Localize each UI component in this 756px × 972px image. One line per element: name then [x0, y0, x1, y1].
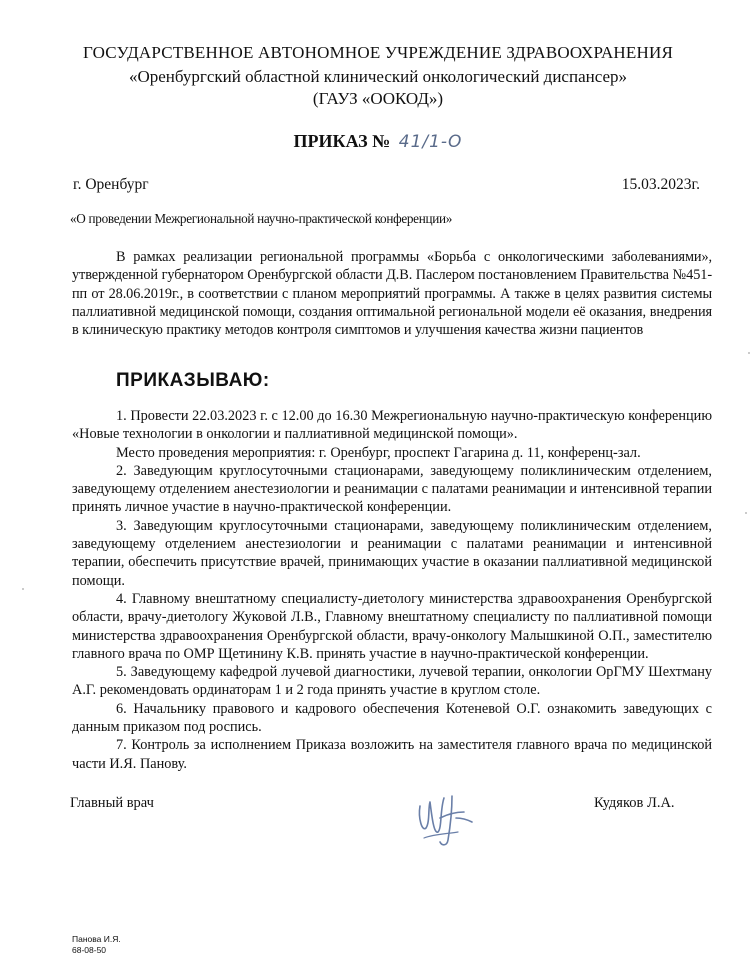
- order-date: 15.03.2023г.: [621, 176, 700, 193]
- order-city: г. Оренбург: [73, 176, 149, 193]
- order-subject: «О проведении Межрегиональной научно-практической конференции»: [70, 211, 453, 226]
- executor-name: Панова И.Я.: [72, 934, 121, 944]
- order-number: 41/1-О: [398, 132, 463, 152]
- order-point: 1. Провести 22.03.2023 г. с 12.00 до 16.30 Межрегиональную научно-практическую конференцию «Новые технологии в онкологии и паллиативной медицинской помощи».: [72, 408, 712, 443]
- scan-speck: [745, 512, 747, 514]
- signer-name: Кудяков Л.А.: [594, 795, 675, 811]
- order-point: 2. Заведующим круглосуточными стационарами, заведующему поликлиническим отделением, заведующему отделением анестезиологии и реанимации с палатами реанимации и интенсивной терапии принять личное участие в научно-практической конференции.: [72, 462, 712, 516]
- order-points-list: [72, 407, 712, 773]
- order-command-heading: ПРИКАЗЫВАЮ:: [116, 370, 270, 391]
- order-point: 6. Начальнику правового и кадрового обеспечения Котеневой О.Г. ознакомить заведующих с данным приказом под роспись.: [72, 700, 712, 736]
- signer-title: Главный врач: [70, 795, 154, 811]
- order-title: ПРИКАЗ №: [293, 131, 391, 151]
- organization-abbreviation: (ГАУЗ «ООКОД»): [312, 89, 444, 108]
- scan-speck: [748, 352, 750, 354]
- handwritten-signature: [412, 788, 478, 850]
- scan-speck: [22, 588, 24, 590]
- order-point: 3. Заведующим круглосуточными стационарами, заведующему поликлиническим отделением, заведующему отделением анестезиологии и реанимации с палатами реанимации и интенсивной терапии, обеспечить присутствие врачей, принимающих участие в оказании паллиативной медицинской помощи.: [72, 517, 712, 589]
- order-point: 4. Главному внештатному специалисту-диетологу министерства здравоохранения Оренбургской области, врачу-диетологу Жуковой Л.В., Главному внештатному специалисту по паллиативной помощи министерства здравоохранения Оренбургской области, врачу-онкологу Малышкиной О.П., заместителю главного врача по ОМР Щетинину К.В. принять участие в научно-практической конференции.: [72, 590, 712, 662]
- order-heading: [0, 131, 756, 152]
- preamble-paragraph: В рамках реализации региональной программы «Борьба с онкологическими заболеваниями», утвержденной губернатором Оренбургской области Д.В. Паслером постановлением Правительства №451-пп от 28.06.2019г., в соответствии с планом мероприятий программы. А также в целях развития системы паллиативной медицинской помощи, создания оптимальной региональной модели её оказания, внедрения в клиническую практику методов контроля симптомов и улучшения качества жизни пациентов: [72, 249, 712, 339]
- order-point: 5. Заведующему кафедрой лучевой диагностики, лучевой терапии, онкологии ОрГМУ Шехтману А.Г. рекомендовать ординаторам 1 и 2 года принять участие в круглом столе.: [72, 664, 712, 699]
- executor-phone: 68-08-50: [72, 945, 107, 955]
- organization-name-line2: «Оренбургский областной клинический онкологический диспансер»: [128, 67, 628, 86]
- order-point: 7. Контроль за исполнением Приказа возложить на заместителя главного врача по медицинской части И.Я. Панову.: [72, 737, 712, 772]
- order-point-location: Место проведения мероприятия: г. Оренбург, проспект Гагарина д. 11, конференц-зал.: [116, 444, 641, 461]
- organization-name-line1: ГОСУДАРСТВЕННОЕ АВТОНОМНОЕ УЧРЕЖДЕНИЕ ЗДРАВООХРАНЕНИЯ: [83, 43, 673, 62]
